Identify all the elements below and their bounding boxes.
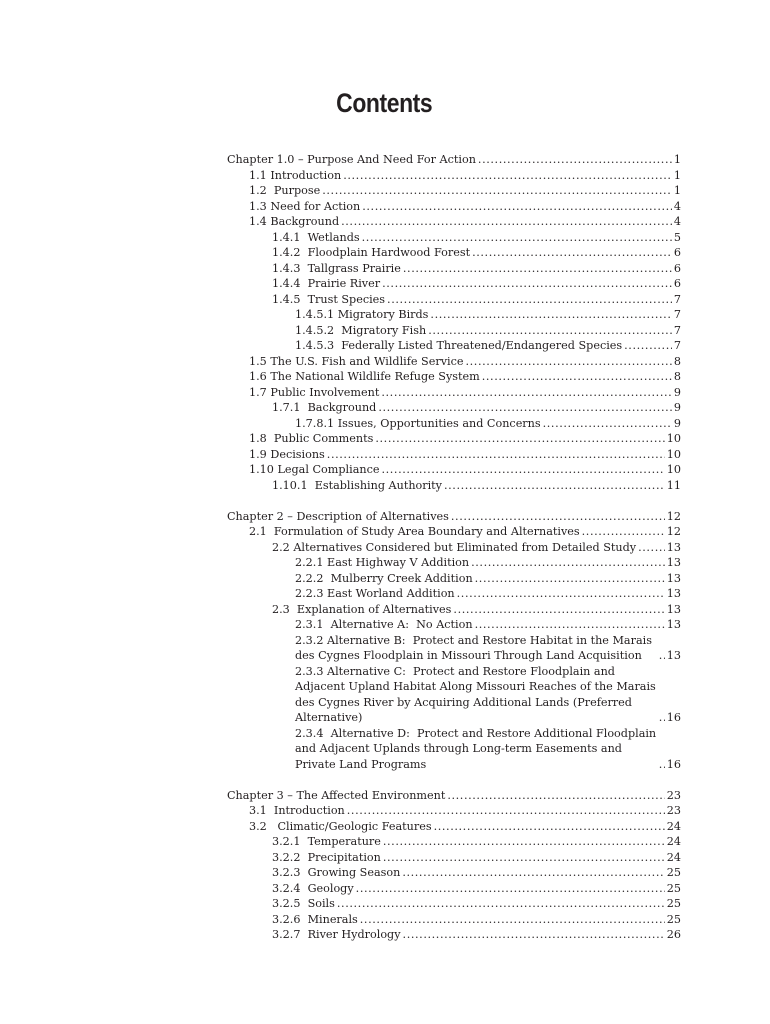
dot-leader (478, 152, 672, 168)
dot-leader (378, 400, 672, 416)
toc-page-number: 7 (673, 308, 681, 321)
toc-entry[interactable] (227, 462, 681, 478)
toc-entry[interactable] (227, 881, 681, 897)
dot-leader (362, 230, 672, 246)
dot-leader (638, 540, 665, 556)
toc-entry[interactable] (227, 912, 681, 928)
toc-entry-title: 3.1 Introduction (249, 804, 345, 817)
dot-leader (383, 834, 665, 850)
toc-entry[interactable] (227, 571, 681, 587)
dot-leader (337, 896, 665, 912)
dot-leader (343, 168, 672, 184)
toc-page-number: 10 (666, 432, 681, 445)
dot-leader (582, 524, 665, 540)
toc-entry-title: 1.7.8.1 Issues, Opportunities and Concerns (295, 416, 541, 430)
toc-page-number: 6 (673, 246, 681, 259)
dot-leader (402, 865, 664, 881)
toc-entry-title: 3.2.1 Temperature (272, 835, 381, 848)
dot-leader (475, 571, 665, 587)
toc-page-number: 4 (673, 215, 681, 228)
chapter-spacer (227, 493, 681, 509)
toc-entry[interactable] (227, 586, 681, 602)
toc-page-number: 11 (666, 478, 681, 492)
toc-entry[interactable] (227, 726, 681, 773)
toc-entry-title: 3.2.4 Geology (272, 881, 354, 895)
toc-entry[interactable] (227, 416, 681, 432)
toc-entry[interactable] (227, 896, 681, 912)
chapter-spacer (227, 772, 681, 788)
toc-entry[interactable] (227, 540, 681, 556)
dot-leader (430, 307, 671, 323)
toc-page-number: 9 (673, 385, 681, 399)
dot-leader (457, 586, 665, 602)
toc-entry-title: 2.3.3 Alternative C: Protect and Restore Floodplain and Adjacent Upland Habitat Along Missouri Reaches of the Marais des Cygnes River by Acquiring Additional Lands (Preferred Alternative) (295, 664, 660, 724)
toc-entry-title: 1.4 Background (249, 215, 340, 228)
toc-entry[interactable] (227, 865, 681, 881)
toc-entry[interactable] (227, 617, 681, 633)
toc-chapter-entry[interactable] (227, 152, 681, 168)
toc-entry[interactable] (227, 385, 681, 401)
toc-page-number: 4 (673, 199, 681, 213)
toc-page-number: 13 (666, 556, 681, 569)
toc-entry[interactable] (227, 183, 681, 199)
toc-entry[interactable] (227, 834, 681, 850)
toc-entry-title: 2.1 Formulation of Study Area Boundary and Alternatives (249, 525, 580, 538)
toc-entry-title: 1.10.1 Establishing Authority (272, 478, 442, 492)
toc-entry-title: 1.4.4 Prairie River (272, 277, 381, 290)
toc-entry[interactable] (227, 400, 681, 416)
toc-entry-title: 1.10 Legal Compliance (249, 463, 380, 476)
dot-leader (403, 927, 665, 943)
dot-leader (347, 803, 665, 819)
dot-leader (428, 323, 672, 339)
toc-entry-title: 2.2.2 Mulberry Creek Addition (295, 571, 473, 585)
dot-leader (375, 431, 664, 447)
dot-leader (624, 338, 672, 354)
toc-page-number: 9 (673, 401, 681, 414)
toc-entry[interactable] (227, 354, 681, 370)
toc-page-number: 13 (666, 618, 681, 631)
toc-entry-title: 3.2.3 Growing Season (272, 866, 401, 879)
page-title: Contents (336, 88, 433, 118)
dot-leader (451, 509, 665, 525)
toc-entry-title: 1.3 Need for Action (249, 199, 361, 213)
toc-entry[interactable] (227, 602, 681, 618)
toc-page-number: 7 (673, 323, 681, 337)
dot-leader (482, 369, 672, 385)
toc-entry[interactable] (227, 633, 681, 664)
toc-entry[interactable] (227, 431, 681, 447)
toc-entry-title: 1.1 Introduction (249, 168, 342, 182)
toc-entry[interactable] (227, 369, 681, 385)
dot-leader (543, 416, 672, 432)
dot-leader (322, 183, 672, 199)
toc-page-number: 6 (673, 261, 681, 275)
toc-entry-title: 3.2.6 Minerals (272, 912, 358, 926)
toc-entry-title: Chapter 2 – Description of Alternatives (227, 509, 449, 523)
toc-entry-title: 1.5 The U.S. Fish and Wildlife Service (249, 354, 464, 368)
toc-page-number: 16 (666, 711, 681, 724)
dot-leader (434, 819, 665, 835)
toc-chapter-entry[interactable] (227, 509, 681, 525)
dot-leader (475, 617, 665, 633)
toc-entry[interactable] (227, 819, 681, 835)
toc-entry[interactable] (227, 927, 681, 943)
toc-entry-title: 1.9 Decisions (249, 447, 325, 461)
toc-entry[interactable] (227, 555, 681, 571)
toc-page-number: 13 (666, 571, 681, 585)
dot-leader (341, 214, 672, 230)
toc-entry-title: 1.4.5.3 Federally Listed Threatened/Endangered Species (295, 339, 623, 352)
toc-entry-title: 1.7.1 Background (272, 401, 377, 414)
toc-page-number: 9 (673, 416, 681, 430)
toc-page-number: 16 (666, 757, 681, 771)
dot-leader (356, 881, 665, 897)
toc-entry-title: Chapter 1.0 – Purpose And Need For Action (227, 153, 476, 166)
toc-entry[interactable] (227, 338, 681, 354)
toc-entry-title: 2.3 Explanation of Alternatives (272, 602, 452, 616)
toc-entry[interactable] (227, 323, 681, 339)
toc-entry-title: 1.4.3 Tallgrass Prairie (272, 261, 401, 275)
dot-leader (381, 385, 672, 401)
toc-page-number: 8 (673, 354, 681, 368)
toc-page-number: 7 (673, 339, 681, 352)
toc-entry-title: 2.2.1 East Highway V Addition (295, 556, 470, 569)
toc-entry[interactable] (227, 524, 681, 540)
toc-entry-title: 2.2 Alternatives Considered but Eliminated from Detailed Study (272, 540, 637, 554)
toc-page-number: 23 (666, 804, 681, 817)
toc-entry-title: 3.2.7 River Hydrology (272, 928, 401, 941)
toc-page-number: 5 (673, 230, 681, 244)
toc-page-number: 25 (666, 881, 681, 895)
toc-page-number: 25 (666, 897, 681, 910)
toc-page-number: 25 (666, 866, 681, 879)
dot-leader (453, 602, 664, 618)
dot-leader (381, 462, 664, 478)
dot-leader (465, 354, 671, 370)
toc-entry-title: 2.3.2 Alternative B: Protect and Restore Habitat in the Marais des Cygnes Floodplain in Missouri Through Land Acquisition (295, 633, 656, 662)
toc-entry-title: 3.2.5 Soils (272, 897, 335, 910)
toc-page-number: 23 (666, 788, 681, 802)
toc-entry[interactable] (227, 276, 681, 292)
toc-page-number: 24 (666, 835, 681, 848)
dot-leader (327, 447, 665, 463)
toc-entry-title: Chapter 3 – The Affected Environment (227, 788, 446, 802)
toc-entry[interactable] (227, 307, 681, 323)
toc-page-number: 10 (666, 463, 681, 476)
dot-leader (447, 788, 664, 804)
toc-entry-title: 3.2.2 Precipitation (272, 850, 381, 864)
toc-entry-title: 2.3.4 Alternative D: Protect and Restore Additional Floodplain and Adjacent Uplands through Long-term Easements and Private Land Programs (295, 726, 660, 771)
toc-entry[interactable] (227, 664, 681, 726)
toc-page-number: 12 (666, 509, 681, 523)
toc-page-number: 13 (666, 540, 681, 554)
toc-entry[interactable] (227, 292, 681, 308)
toc-entry[interactable] (227, 168, 681, 184)
toc-page-number: 13 (666, 587, 681, 600)
toc-entry-title: 1.4.5 Trust Species (272, 292, 386, 306)
toc-chapter-entry[interactable] (227, 788, 681, 804)
toc-entry[interactable] (227, 478, 681, 494)
toc-page-number: 13 (666, 602, 681, 616)
toc-page-number: 1 (673, 184, 681, 197)
toc-entry[interactable] (227, 245, 681, 261)
dot-leader (659, 757, 665, 773)
toc-entry[interactable] (227, 803, 681, 819)
toc-page-number: 12 (666, 525, 681, 538)
dot-leader (403, 261, 672, 277)
toc-entry-title: 1.4.5.1 Migratory Birds (295, 308, 429, 321)
toc-page-number: 6 (673, 277, 681, 290)
toc-entry[interactable] (227, 447, 681, 463)
dot-leader (360, 912, 665, 928)
toc-entry[interactable] (227, 199, 681, 215)
toc-page-number: 10 (666, 447, 681, 461)
toc-page-number: 26 (666, 928, 681, 941)
toc-entry-title: 1.4.1 Wetlands (272, 230, 360, 244)
toc-entry-title: 1.8 Public Comments (249, 432, 374, 445)
toc-page-number: 8 (673, 370, 681, 383)
toc-page-number: 13 (666, 649, 681, 662)
toc-page-number: 7 (673, 292, 681, 306)
toc-entry[interactable] (227, 214, 681, 230)
toc-entry[interactable] (227, 230, 681, 246)
toc-entry-title: 1.4.5.2 Migratory Fish (295, 323, 427, 337)
dot-leader (659, 648, 665, 664)
toc-page-number: 1 (673, 168, 681, 182)
dot-leader (383, 850, 665, 866)
toc-entry-title: 2.3.1 Alternative A: No Action (295, 618, 473, 631)
toc-entry-title: 2.2.3 East Worland Addition (295, 587, 455, 600)
toc-entry-title: 1.7 Public Involvement (249, 385, 380, 399)
dot-leader (472, 245, 672, 261)
dot-leader (471, 555, 665, 571)
dot-leader (382, 276, 672, 292)
dot-leader (362, 199, 672, 215)
toc-page-number: 24 (666, 819, 681, 833)
toc-entry[interactable] (227, 850, 681, 866)
toc-entry-title: 1.6 The National Wildlife Refuge System (249, 370, 480, 383)
toc-entry-title: 3.2 Climatic/Geologic Features (249, 819, 432, 833)
toc-page-number: 1 (673, 153, 681, 166)
dot-leader (387, 292, 672, 308)
dot-leader (444, 478, 665, 494)
toc-entry-title: 1.2 Purpose (249, 184, 321, 197)
toc-entry-title: 1.4.2 Floodplain Hardwood Forest (272, 246, 471, 259)
table-of-contents (227, 152, 681, 943)
toc-page-number: 24 (666, 850, 681, 864)
toc-entry[interactable] (227, 261, 681, 277)
dot-leader (659, 710, 665, 726)
toc-page-number: 25 (666, 912, 681, 926)
